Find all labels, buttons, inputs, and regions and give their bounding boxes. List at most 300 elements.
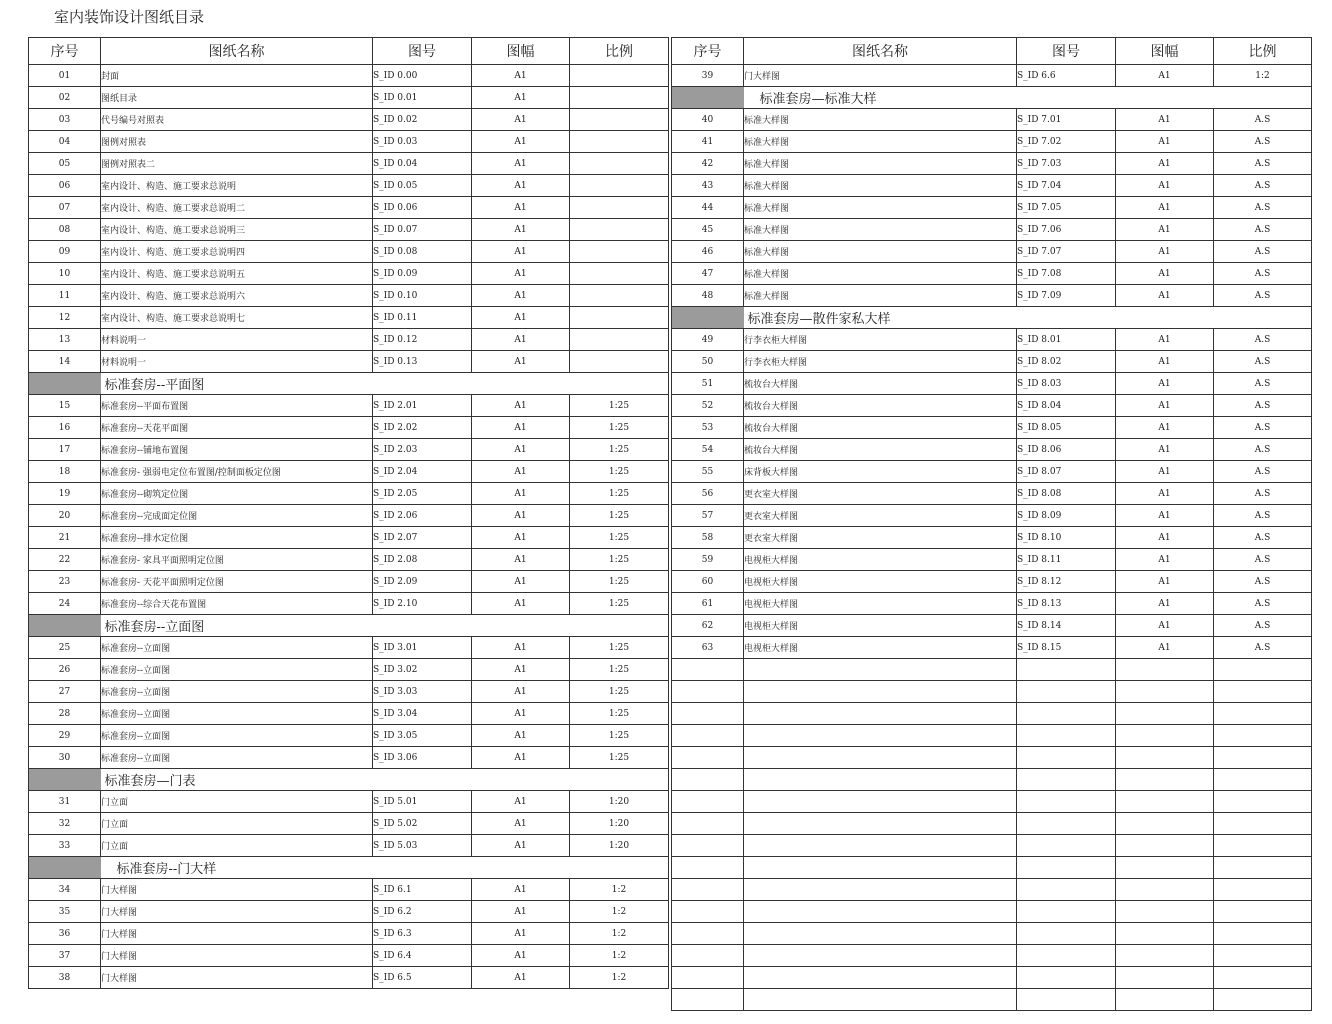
cell-name: 门大样图 xyxy=(101,901,373,923)
cell-name xyxy=(744,967,1017,989)
cell-scale xyxy=(570,351,669,373)
cell-code xyxy=(1017,791,1116,813)
cell-name xyxy=(744,703,1017,725)
cell-size: A1 xyxy=(472,329,570,351)
cell-name xyxy=(744,791,1017,813)
table-row xyxy=(672,637,1312,659)
cell-scale: 1:25 xyxy=(570,549,669,571)
cell-name: 门立面 xyxy=(101,813,373,835)
cell-size: A1 xyxy=(1116,461,1214,483)
table-row xyxy=(29,109,669,131)
cell-size xyxy=(1116,659,1214,681)
table-row xyxy=(29,65,669,87)
table-row xyxy=(672,153,1312,175)
cell-code: S_ID 3.02 xyxy=(373,659,472,681)
cell-scale: 1:2 xyxy=(570,923,669,945)
table-row xyxy=(672,131,1312,153)
cell-no: 54 xyxy=(672,439,744,461)
cell-scale: A.S xyxy=(1214,439,1312,461)
cell-size: A1 xyxy=(472,65,570,87)
cell-scale: A.S xyxy=(1214,153,1312,175)
cell-scale xyxy=(570,197,669,219)
cell-size: A1 xyxy=(472,87,570,109)
cell-size: A1 xyxy=(1116,263,1214,285)
cell-code: S_ID 0.07 xyxy=(373,219,472,241)
cell-name xyxy=(744,945,1017,967)
cell-scale: A.S xyxy=(1214,351,1312,373)
table-row xyxy=(29,483,669,505)
cell-no xyxy=(672,901,744,923)
cell-scale: A.S xyxy=(1214,593,1312,615)
cell-size: A1 xyxy=(1116,505,1214,527)
table-row xyxy=(29,747,669,769)
cell-code xyxy=(1017,813,1116,835)
cell-no: 28 xyxy=(29,703,101,725)
cell-name: 标准套房--完成面定位图 xyxy=(101,505,373,527)
cell-code: S_ID 6.2 xyxy=(373,901,472,923)
cell-no: 62 xyxy=(672,615,744,637)
table-row xyxy=(672,219,1312,241)
cell-code: S_ID 3.01 xyxy=(373,637,472,659)
cell-code: S_ID 8.10 xyxy=(1017,527,1116,549)
cell-code: S_ID 2.09 xyxy=(373,571,472,593)
cell-code: S_ID 6.1 xyxy=(373,879,472,901)
cell-no: 33 xyxy=(29,835,101,857)
cell-size: A1 xyxy=(472,461,570,483)
header-size: 图幅 xyxy=(472,38,570,65)
cell-name: 电视柜大样图 xyxy=(744,571,1017,593)
cell-size: A1 xyxy=(472,549,570,571)
cell-size: A1 xyxy=(1116,175,1214,197)
cell-scale: A.S xyxy=(1214,527,1312,549)
cell-no: 42 xyxy=(672,153,744,175)
header-no: 序号 xyxy=(29,38,101,65)
table-row xyxy=(29,879,669,901)
table-row xyxy=(672,461,1312,483)
cell-code: S_ID 8.07 xyxy=(1017,461,1116,483)
cell-no xyxy=(672,791,744,813)
section-marker xyxy=(672,307,744,329)
cell-name: 标准大样图 xyxy=(744,197,1017,219)
cell-name xyxy=(744,989,1017,1011)
cell-scale: A.S xyxy=(1214,263,1312,285)
cell-no: 20 xyxy=(29,505,101,527)
section-title: 标准套房—门表 xyxy=(101,769,669,791)
cell-code: S_ID 2.08 xyxy=(373,549,472,571)
table-row xyxy=(672,615,1312,637)
cell-code: S_ID 2.03 xyxy=(373,439,472,461)
cell-name: 更衣室大样图 xyxy=(744,483,1017,505)
table-row xyxy=(29,263,669,285)
cell-name: 梳妆台大样图 xyxy=(744,373,1017,395)
cell-size: A1 xyxy=(472,241,570,263)
cell-name: 标准大样图 xyxy=(744,219,1017,241)
cell-code: S_ID 8.04 xyxy=(1017,395,1116,417)
cell-code xyxy=(1017,769,1116,791)
table-row xyxy=(672,703,1312,725)
cell-size: A1 xyxy=(1116,197,1214,219)
cell-size: A1 xyxy=(472,395,570,417)
header-row xyxy=(672,38,1312,65)
cell-scale: 1:25 xyxy=(570,505,669,527)
table-row xyxy=(29,549,669,571)
cell-name: 梳妆台大样图 xyxy=(744,417,1017,439)
table-row xyxy=(672,923,1312,945)
cell-no: 49 xyxy=(672,329,744,351)
cell-no xyxy=(672,703,744,725)
cell-no: 27 xyxy=(29,681,101,703)
table-row xyxy=(672,967,1312,989)
table-row xyxy=(672,241,1312,263)
cell-scale xyxy=(570,153,669,175)
cell-size: A1 xyxy=(1116,241,1214,263)
cell-size: A1 xyxy=(472,285,570,307)
cell-code: S_ID 5.02 xyxy=(373,813,472,835)
cell-scale xyxy=(570,241,669,263)
cell-no: 57 xyxy=(672,505,744,527)
cell-size: A1 xyxy=(1116,351,1214,373)
cell-no: 19 xyxy=(29,483,101,505)
section-row xyxy=(29,857,669,879)
cell-no xyxy=(672,813,744,835)
table-row xyxy=(29,219,669,241)
cell-code: S_ID 0.06 xyxy=(373,197,472,219)
header-size: 图幅 xyxy=(1116,38,1214,65)
cell-name xyxy=(744,659,1017,681)
cell-no: 03 xyxy=(29,109,101,131)
cell-no: 60 xyxy=(672,571,744,593)
cell-scale: A.S xyxy=(1214,373,1312,395)
cell-size xyxy=(1116,769,1214,791)
cell-size xyxy=(1116,945,1214,967)
cell-scale: 1:25 xyxy=(570,417,669,439)
cell-name: 门大样图 xyxy=(101,879,373,901)
section-row xyxy=(672,307,1312,329)
cell-size xyxy=(1116,681,1214,703)
cell-scale xyxy=(1214,681,1312,703)
cell-name: 电视柜大样图 xyxy=(744,615,1017,637)
cell-code xyxy=(1017,857,1116,879)
cell-size: A1 xyxy=(472,483,570,505)
cell-code: S_ID 8.05 xyxy=(1017,417,1116,439)
cell-size: A1 xyxy=(472,681,570,703)
drawing-index-table-right xyxy=(671,37,1312,1011)
cell-size: A1 xyxy=(472,835,570,857)
cell-code: S_ID 8.14 xyxy=(1017,615,1116,637)
section-title: 标准套房—散件家私大样 xyxy=(744,307,1312,329)
cell-size: A1 xyxy=(472,351,570,373)
section-marker xyxy=(29,615,101,637)
cell-code xyxy=(1017,901,1116,923)
cell-name: 室内设计、构造、施工要求总说明六 xyxy=(101,285,373,307)
cell-no: 07 xyxy=(29,197,101,219)
cell-code xyxy=(1017,945,1116,967)
section-row xyxy=(672,87,1312,109)
table-row xyxy=(672,285,1312,307)
cell-name xyxy=(744,769,1017,791)
cell-scale: A.S xyxy=(1214,461,1312,483)
cell-size: A1 xyxy=(1116,373,1214,395)
cell-size: A1 xyxy=(472,791,570,813)
cell-scale xyxy=(1214,703,1312,725)
cell-name: 图纸目录 xyxy=(101,87,373,109)
cell-scale xyxy=(570,329,669,351)
cell-name: 行李衣柜大样图 xyxy=(744,351,1017,373)
cell-size: A1 xyxy=(1116,395,1214,417)
cell-scale xyxy=(1214,945,1312,967)
cell-code: S_ID 0.11 xyxy=(373,307,472,329)
table-body-left xyxy=(29,65,669,989)
cell-scale xyxy=(570,263,669,285)
cell-no xyxy=(672,967,744,989)
table-row xyxy=(672,725,1312,747)
cell-scale: A.S xyxy=(1214,417,1312,439)
cell-scale: A.S xyxy=(1214,175,1312,197)
cell-code: S_ID 2.04 xyxy=(373,461,472,483)
cell-size: A1 xyxy=(472,219,570,241)
cell-size: A1 xyxy=(472,923,570,945)
cell-name: 封面 xyxy=(101,65,373,87)
cell-no: 36 xyxy=(29,923,101,945)
cell-no xyxy=(672,659,744,681)
cell-code: S_ID 6.4 xyxy=(373,945,472,967)
cell-scale: A.S xyxy=(1214,395,1312,417)
cell-no xyxy=(672,945,744,967)
table-row xyxy=(672,549,1312,571)
cell-code: S_ID 7.06 xyxy=(1017,219,1116,241)
cell-code xyxy=(1017,659,1116,681)
cell-scale xyxy=(570,131,669,153)
cell-code xyxy=(1017,835,1116,857)
table-row xyxy=(29,637,669,659)
section-marker xyxy=(29,857,101,879)
cell-size: A1 xyxy=(472,307,570,329)
table-body-right xyxy=(672,65,1312,1011)
cell-scale: A.S xyxy=(1214,615,1312,637)
cell-size: A1 xyxy=(472,703,570,725)
cell-scale: 1:25 xyxy=(570,725,669,747)
cell-name xyxy=(744,813,1017,835)
header-name: 图纸名称 xyxy=(744,38,1017,65)
table-row xyxy=(672,263,1312,285)
cell-no: 43 xyxy=(672,175,744,197)
table-row xyxy=(29,967,669,989)
cell-scale: 1:25 xyxy=(570,681,669,703)
cell-size: A1 xyxy=(472,109,570,131)
cell-name: 门大样图 xyxy=(101,923,373,945)
table-row xyxy=(672,439,1312,461)
cell-name: 标准套房--平面布置图 xyxy=(101,395,373,417)
cell-name: 标准套房--立面图 xyxy=(101,703,373,725)
cell-name xyxy=(744,747,1017,769)
cell-name: 室内设计、构造、施工要求总说明四 xyxy=(101,241,373,263)
cell-code: S_ID 2.07 xyxy=(373,527,472,549)
cell-name: 标准套房- 天花平面照明定位图 xyxy=(101,571,373,593)
cell-no: 41 xyxy=(672,131,744,153)
cell-scale xyxy=(570,175,669,197)
cell-size: A1 xyxy=(472,417,570,439)
cell-name: 更衣室大样图 xyxy=(744,527,1017,549)
cell-no xyxy=(672,857,744,879)
cell-name: 门大样图 xyxy=(744,65,1017,87)
cell-code: S_ID 0.00 xyxy=(373,65,472,87)
table-row xyxy=(29,417,669,439)
cell-scale: 1:25 xyxy=(570,659,669,681)
cell-size xyxy=(1116,813,1214,835)
cell-no: 18 xyxy=(29,461,101,483)
cell-scale: 1:25 xyxy=(570,395,669,417)
cell-no: 46 xyxy=(672,241,744,263)
cell-scale xyxy=(1214,747,1312,769)
cell-name: 材料说明一 xyxy=(101,329,373,351)
cell-scale xyxy=(570,285,669,307)
cell-code: S_ID 0.01 xyxy=(373,87,472,109)
cell-code: S_ID 8.03 xyxy=(1017,373,1116,395)
cell-scale xyxy=(1214,879,1312,901)
table-row xyxy=(29,175,669,197)
cell-scale: A.S xyxy=(1214,131,1312,153)
table-row xyxy=(29,681,669,703)
table-row xyxy=(29,395,669,417)
cell-no xyxy=(672,835,744,857)
cell-size: A1 xyxy=(472,175,570,197)
cell-name: 门大样图 xyxy=(101,967,373,989)
cell-scale: 1:2 xyxy=(570,901,669,923)
cell-no: 34 xyxy=(29,879,101,901)
cell-no: 50 xyxy=(672,351,744,373)
table-row xyxy=(29,901,669,923)
table-row xyxy=(672,879,1312,901)
table-row xyxy=(672,65,1312,87)
cell-scale xyxy=(570,87,669,109)
cell-size: A1 xyxy=(1116,637,1214,659)
cell-no: 08 xyxy=(29,219,101,241)
cell-scale xyxy=(1214,835,1312,857)
cell-size: A1 xyxy=(472,879,570,901)
cell-code: S_ID 0.08 xyxy=(373,241,472,263)
cell-no xyxy=(672,769,744,791)
section-marker xyxy=(29,373,101,395)
cell-no: 35 xyxy=(29,901,101,923)
cell-size xyxy=(1116,703,1214,725)
cell-no: 17 xyxy=(29,439,101,461)
cell-size xyxy=(1116,967,1214,989)
cell-name: 门大样图 xyxy=(101,945,373,967)
cell-size: A1 xyxy=(1116,571,1214,593)
cell-code: S_ID 0.02 xyxy=(373,109,472,131)
cell-scale: 1:20 xyxy=(570,813,669,835)
cell-scale: 1:2 xyxy=(570,945,669,967)
cell-code: S_ID 3.06 xyxy=(373,747,472,769)
cell-no: 61 xyxy=(672,593,744,615)
table-row xyxy=(672,175,1312,197)
cell-scale: A.S xyxy=(1214,329,1312,351)
cell-code: S_ID 6.3 xyxy=(373,923,472,945)
header-no: 序号 xyxy=(672,38,744,65)
cell-name: 电视柜大样图 xyxy=(744,549,1017,571)
cell-no: 51 xyxy=(672,373,744,395)
cell-no: 29 xyxy=(29,725,101,747)
section-title: 标准套房--平面图 xyxy=(101,373,669,395)
cell-no: 31 xyxy=(29,791,101,813)
cell-no: 23 xyxy=(29,571,101,593)
cell-scale: A.S xyxy=(1214,219,1312,241)
cell-no: 45 xyxy=(672,219,744,241)
cell-code: S_ID 6.5 xyxy=(373,967,472,989)
table-row xyxy=(672,593,1312,615)
cell-code: S_ID 0.12 xyxy=(373,329,472,351)
table-row xyxy=(672,197,1312,219)
cell-name xyxy=(744,835,1017,857)
cell-code: S_ID 0.05 xyxy=(373,175,472,197)
cell-scale: A.S xyxy=(1214,241,1312,263)
cell-name: 标准套房--排水定位图 xyxy=(101,527,373,549)
cell-size xyxy=(1116,747,1214,769)
cell-scale: 1:2 xyxy=(570,879,669,901)
table-row xyxy=(29,241,669,263)
cell-size: A1 xyxy=(472,813,570,835)
cell-size: A1 xyxy=(472,967,570,989)
cell-scale: 1:20 xyxy=(570,835,669,857)
cell-code: S_ID 0.09 xyxy=(373,263,472,285)
table-row xyxy=(672,527,1312,549)
cell-scale: 1:25 xyxy=(570,747,669,769)
cell-size: A1 xyxy=(1116,131,1214,153)
cell-code: S_ID 7.03 xyxy=(1017,153,1116,175)
cell-code: S_ID 0.13 xyxy=(373,351,472,373)
table-row xyxy=(29,131,669,153)
cell-no: 22 xyxy=(29,549,101,571)
table-row xyxy=(672,769,1312,791)
table-row xyxy=(672,395,1312,417)
cell-code: S_ID 2.10 xyxy=(373,593,472,615)
table-row xyxy=(29,659,669,681)
cell-name: 标准套房--综合天花布置图 xyxy=(101,593,373,615)
cell-scale: 1:25 xyxy=(570,461,669,483)
table-row xyxy=(29,923,669,945)
cell-scale xyxy=(1214,989,1312,1011)
cell-scale: A.S xyxy=(1214,285,1312,307)
table-row xyxy=(672,945,1312,967)
table-row xyxy=(29,461,669,483)
cell-no: 14 xyxy=(29,351,101,373)
cell-name: 室内设计、构造、施工要求总说明三 xyxy=(101,219,373,241)
cell-no: 53 xyxy=(672,417,744,439)
cell-scale xyxy=(1214,813,1312,835)
cell-name: 室内设计、构造、施工要求总说明七 xyxy=(101,307,373,329)
cell-no: 59 xyxy=(672,549,744,571)
cell-name: 电视柜大样图 xyxy=(744,593,1017,615)
cell-name xyxy=(744,725,1017,747)
cell-size: A1 xyxy=(472,659,570,681)
cell-scale xyxy=(1214,659,1312,681)
cell-no: 48 xyxy=(672,285,744,307)
cell-size: A1 xyxy=(472,527,570,549)
cell-no: 44 xyxy=(672,197,744,219)
cell-name xyxy=(744,681,1017,703)
cell-name: 标准套房--立面图 xyxy=(101,659,373,681)
cell-code: S_ID 5.03 xyxy=(373,835,472,857)
cell-size xyxy=(1116,725,1214,747)
cell-name: 室内设计、构造、施工要求总说明 xyxy=(101,175,373,197)
cell-code xyxy=(1017,923,1116,945)
cell-code: S_ID 3.03 xyxy=(373,681,472,703)
cell-name xyxy=(744,879,1017,901)
cell-no: 63 xyxy=(672,637,744,659)
table-row xyxy=(29,571,669,593)
cell-name: 图例对照表 xyxy=(101,131,373,153)
cell-code: S_ID 3.04 xyxy=(373,703,472,725)
